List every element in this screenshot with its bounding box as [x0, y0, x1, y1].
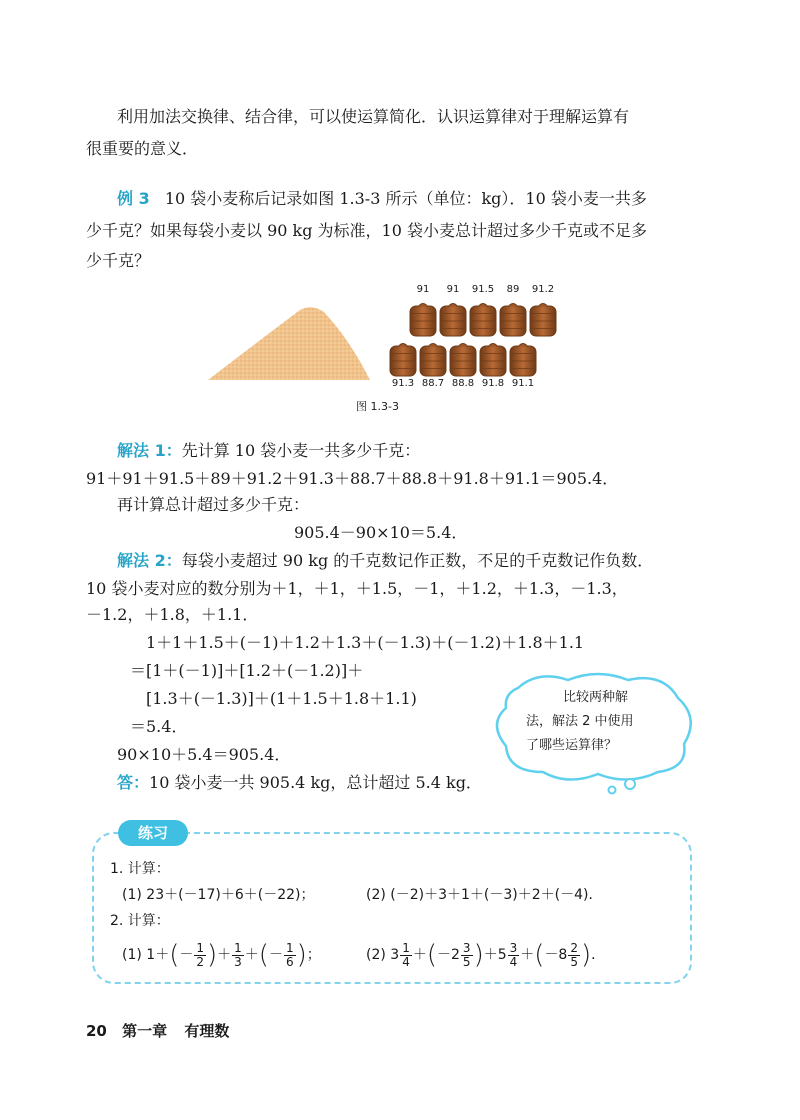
wheat-bag-bottom-3	[450, 344, 476, 377]
wheat-bag-top-4	[500, 304, 526, 337]
solution2-line-1	[117, 548, 653, 574]
example-line-1	[117, 186, 647, 212]
bag-weight-bottom-5: 91.1	[511, 378, 535, 389]
intro-line-2: 很重要的意义．	[86, 139, 199, 158]
bag-weight-top-1: 91	[416, 284, 430, 295]
wheat-bag-bottom-5	[510, 344, 536, 377]
wheat-bag-bottom-1	[390, 344, 416, 377]
example-label: 例 3	[117, 189, 150, 208]
wheat-bag-top-5	[530, 304, 556, 337]
q2a-sign-1: －	[179, 947, 194, 963]
practice-q2a: (1) 1＋(－ $\frac{1}{2}$ )＋ $\frac{1}{3}$ ＋(－ $\frac{1}{6}$ )；	[122, 940, 321, 970]
solution1-text-1: 先计算 10 袋小麦一共多少千克：	[181, 441, 421, 460]
wheat-figure	[200, 280, 580, 410]
q2b-whole-2: －2	[437, 947, 460, 963]
q2b-plus-2: ＋	[483, 947, 498, 963]
wheat-bag-bottom-4	[480, 344, 506, 377]
wheat-pile-illustration	[200, 280, 580, 410]
answer-label: 答：	[117, 773, 150, 792]
q2a-end: ；	[306, 947, 321, 963]
q2b-fraction-1: $\frac{1}{4}$	[402, 940, 410, 969]
solution1-label: 解法 1：	[117, 441, 182, 460]
solution2-calc-5: 90×10＋5.4＝905.4．	[117, 745, 291, 764]
bag-weight-top-4: 89	[506, 284, 520, 295]
example-line-2: 少千克？如果每袋小麦以 90 kg 为标准，10 袋小麦总计超过多少千克或不足多	[86, 221, 648, 240]
q2b-prefix: (2) 3	[366, 947, 400, 963]
solution2-label: 解法 2：	[117, 551, 182, 570]
solution1-line-1	[117, 438, 420, 464]
bag-weight-bottom-2: 88.7	[421, 378, 445, 389]
example-text-1: 10 袋小麦称后记录如图 1.3-3 所示（单位：kg）．10 袋小麦一共多	[164, 189, 647, 208]
chapter-title: 有理数	[184, 1022, 230, 1040]
wheat-bag-bottom-2	[420, 344, 446, 377]
answer-line	[117, 770, 482, 796]
q2b-end: ．	[591, 947, 606, 963]
solution2-line-2: 10 袋小麦对应的数分别为＋1，＋1，＋1.5，－1，＋1.2，＋1.3，－1.3，	[86, 579, 628, 598]
bag-weight-bottom-3: 88.8	[451, 378, 475, 389]
solution2-line-3: －1.2，＋1.8，＋1.1．	[86, 605, 259, 624]
bubble-line-2: 法，解法 2 中使用	[526, 714, 634, 729]
practice-q1a: (1) 23＋(－17)＋6＋(－22)；	[122, 887, 315, 903]
q2a-sign-3: －	[268, 947, 283, 963]
answer-text: 10 袋小麦一共 905.4 kg，总计超过 5.4 kg．	[149, 773, 482, 792]
bag-weight-top-5: 91.2	[531, 284, 555, 295]
q2a-fraction-1: $\frac{1}{2}$	[196, 940, 204, 969]
bag-weight-bottom-4: 91.8	[481, 378, 505, 389]
q2b-plus-1: ＋	[412, 947, 427, 963]
q2a-plus-1: ＋	[217, 947, 232, 963]
practice-q1-label: 1. 计算：	[110, 861, 170, 877]
q2a-prefix: (1) 1＋	[122, 947, 170, 963]
wheat-bag-top-1	[410, 304, 436, 337]
example-line-3: 少千克？	[86, 251, 151, 270]
solution2-calc-4: ＝5.4．	[130, 717, 188, 736]
q2b-fraction-4: $\frac{2}{5}$	[570, 940, 578, 969]
bag-weight-top-3: 91.5	[471, 284, 495, 295]
chapter-number: 第一章	[122, 1022, 168, 1040]
q2a-fraction-2: $\frac{1}{3}$	[234, 940, 242, 969]
wheat-bag-top-2	[440, 304, 466, 337]
practice-q2-label: 2. 计算：	[110, 913, 170, 929]
q2b-fraction-2: $\frac{3}{5}$	[462, 940, 471, 969]
wheat-pile	[208, 307, 370, 380]
bubble-line-1: 比较两种解	[563, 690, 629, 705]
q2b-whole-4: －8	[544, 947, 568, 963]
page-footer	[86, 1020, 229, 1041]
bag-weight-top-2: 91	[446, 284, 460, 295]
solution1-line-3: 再计算总计超过多少千克：	[117, 495, 310, 514]
q2b-whole-3: 5	[497, 947, 507, 963]
bubble-line-3: 了哪些运算律？	[526, 738, 618, 753]
figure-caption: 图 1.3-3	[356, 400, 399, 413]
solution2-calc-3: [1.3＋(－1.3)]＋(1＋1.5＋1.8＋1.1)	[146, 689, 417, 708]
practice-q1b: (2) (－2)＋3＋1＋(－3)＋2＋(－4)．	[366, 887, 603, 903]
intro-line-1: 利用加法交换律、结合律，可以使运算简化．认识运算律对于理解运算有	[117, 107, 630, 126]
q2b-plus-3: ＋	[520, 947, 535, 963]
solution2-calc-1: 1＋1＋1.5＋(－1)＋1.2＋1.3＋(－1.3)＋(－1.2)＋1.8＋1.1	[146, 633, 585, 652]
solution1-sum: 91＋91＋91.5＋89＋91.2＋91.3＋88.7＋88.8＋91.8＋91.1＝905.4．	[86, 469, 619, 488]
bag-weight-bottom-1: 91.3	[391, 378, 415, 389]
q2a-plus-2: ＋	[244, 947, 259, 963]
wheat-bag-top-3	[470, 304, 496, 337]
q2a-fraction-3: $\frac{1}{6}$	[285, 940, 294, 969]
practice-title: 练习	[118, 820, 188, 846]
practice-q2b: (2) 3 $\frac{1}{4}$ ＋(－2 $\frac{3}{5}$ )＋5 $\frac{3}{4}$ ＋(－8 $\frac{2}{5}$ )．	[366, 940, 606, 970]
page-number: 20	[86, 1022, 107, 1040]
solution2-calc-2: ＝[1＋(－1)]＋[1.2＋(－1.2)]＋	[130, 661, 364, 680]
solution1-result: 905.4－90×10＝5.4．	[294, 523, 468, 542]
solution2-text-1: 每袋小麦超过 90 kg 的千克数记作正数，不足的千克数记作负数．	[181, 551, 654, 570]
q2b-fraction-3: $\frac{3}{4}$	[509, 940, 518, 969]
